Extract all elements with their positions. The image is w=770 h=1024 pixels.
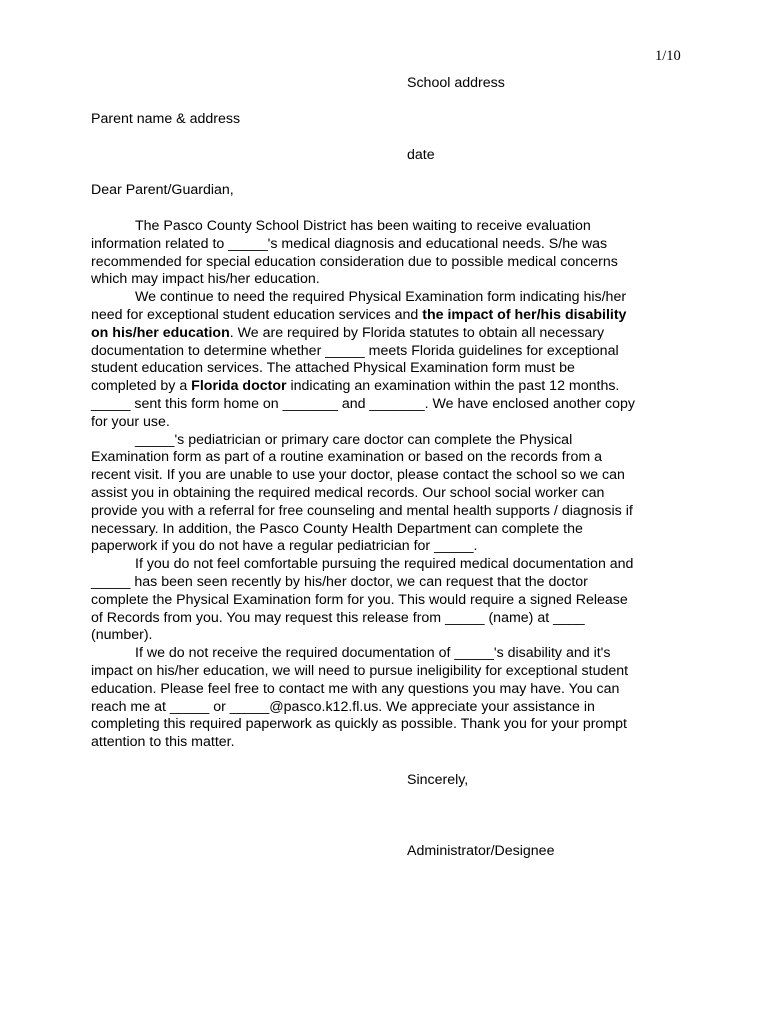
letter-date: date bbox=[407, 147, 435, 163]
text-segment: attention to this matter. bbox=[91, 734, 235, 751]
text-segment: reach me at _____ or _____@pasco.k12.fl.us. We appreciate your assistance in bbox=[91, 698, 595, 715]
body-paragraph bbox=[91, 289, 681, 431]
text-segment: education. Please feel free to contact me with any questions you may have. You can bbox=[91, 680, 620, 697]
paragraph-line bbox=[91, 592, 681, 610]
paragraph-line bbox=[91, 343, 681, 361]
bold-text: on his/her education bbox=[91, 324, 230, 341]
paragraph-line bbox=[91, 734, 681, 752]
text-segment: If we do not receive the required documentation of _____'s disability and it's bbox=[135, 645, 611, 662]
paragraph-line bbox=[91, 467, 681, 485]
text-segment: . We are required by Florida statutes to obtain all necessary bbox=[229, 324, 605, 341]
text-segment: We continue to need the required Physical Examination form indicating his/her bbox=[135, 289, 627, 306]
text-segment: completed by a bbox=[91, 378, 192, 395]
text-segment: If you do not feel comfortable pursuing the required medical documentation and bbox=[135, 556, 634, 573]
text-segment: necessary. In addition, the Pasco County Health Department can complete the bbox=[91, 520, 583, 537]
letter-body bbox=[91, 218, 681, 752]
text-segment: completing this required paperwork as quickly as possible. Thank you for your prompt bbox=[91, 716, 627, 733]
paragraph-line bbox=[91, 236, 681, 254]
paragraph-line bbox=[91, 627, 681, 645]
bold-text: the impact of her/his disability bbox=[422, 306, 627, 323]
paragraph-line bbox=[91, 289, 681, 307]
text-segment: provide you with a referral for free counseling and mental health supports / diagnosis if bbox=[91, 502, 633, 519]
body-paragraph bbox=[91, 556, 681, 645]
text-segment: impact on his/her education, we will need to pursue ineligibility for exceptional student bbox=[91, 662, 629, 679]
paragraph-line bbox=[91, 325, 681, 343]
paragraph-line bbox=[91, 432, 681, 450]
text-segment: recent visit. If you are unable to use your doctor, please contact the school so we can bbox=[91, 467, 625, 484]
text-segment: _____ sent this form home on _______ and _______. We have enclosed another copy bbox=[91, 395, 635, 412]
text-segment: _____ has been seen recently by his/her doctor, we can request that the doctor bbox=[91, 573, 588, 590]
text-segment: information related to _____'s medical diagnosis and educational needs. S/he was bbox=[91, 235, 608, 252]
paragraph-line bbox=[91, 610, 681, 628]
text-segment: student education services. The attached Physical Examination form must be bbox=[91, 360, 575, 377]
paragraph-line bbox=[91, 699, 681, 717]
paragraph-line bbox=[91, 521, 681, 539]
body-paragraph bbox=[91, 645, 681, 752]
page-number: 1/10 bbox=[655, 48, 681, 64]
text-segment: recommended for special education consideration due to possible medical concerns bbox=[91, 253, 618, 270]
text-segment: need for exceptional student education services and bbox=[91, 306, 423, 323]
body-paragraph bbox=[91, 218, 681, 289]
paragraph-line bbox=[91, 307, 681, 325]
paragraph-line bbox=[91, 538, 681, 556]
paragraph-line bbox=[91, 360, 681, 378]
paragraph-line bbox=[91, 254, 681, 272]
text-segment: complete the Physical Examination form for you. This would require a signed Release bbox=[91, 591, 628, 608]
body-paragraph bbox=[91, 432, 681, 557]
paragraph-line bbox=[91, 378, 681, 396]
text-segment: paperwork if you do not have a regular pediatrician for _____. bbox=[91, 538, 478, 555]
salutation: Dear Parent/Guardian, bbox=[91, 182, 234, 198]
paragraph-line bbox=[91, 271, 681, 289]
paragraph-line bbox=[91, 681, 681, 699]
paragraph-line bbox=[91, 556, 681, 574]
text-segment: of Records from you. You may request this release from _____ (name) at ____ bbox=[91, 609, 585, 626]
paragraph-line bbox=[91, 645, 681, 663]
text-segment: The Pasco County School District has been waiting to receive evaluation bbox=[135, 218, 591, 234]
paragraph-line bbox=[91, 396, 681, 414]
text-segment: which may impact his/her education. bbox=[91, 271, 320, 288]
signature-line: Administrator/Designee bbox=[407, 843, 555, 859]
text-segment: (number). bbox=[91, 627, 153, 644]
text-segment: assist you in obtaining the required medical records. Our school social worker can bbox=[91, 484, 605, 501]
parent-name-address: Parent name & address bbox=[91, 111, 241, 127]
school-address: School address bbox=[407, 75, 505, 91]
paragraph-line bbox=[91, 716, 681, 734]
paragraph-line bbox=[91, 414, 681, 432]
paragraph-line bbox=[91, 503, 681, 521]
paragraph-line bbox=[91, 485, 681, 503]
text-segment: _____'s pediatrician or primary care doctor can complete the Physical bbox=[135, 431, 573, 448]
paragraph-line bbox=[91, 449, 681, 467]
paragraph-line bbox=[91, 218, 681, 236]
text-segment: Examination form as part of a routine examination or based on the records from a bbox=[91, 449, 603, 466]
text-segment: for your use. bbox=[91, 413, 170, 430]
paragraph-line bbox=[91, 574, 681, 592]
text-segment: documentation to determine whether _____ meets Florida guidelines for exceptional bbox=[91, 342, 619, 359]
bold-text: Florida doctor bbox=[191, 378, 287, 395]
paragraph-line bbox=[91, 663, 681, 681]
text-segment: indicating an examination within the past 12 months. bbox=[286, 378, 620, 395]
closing: Sincerely, bbox=[407, 772, 469, 788]
